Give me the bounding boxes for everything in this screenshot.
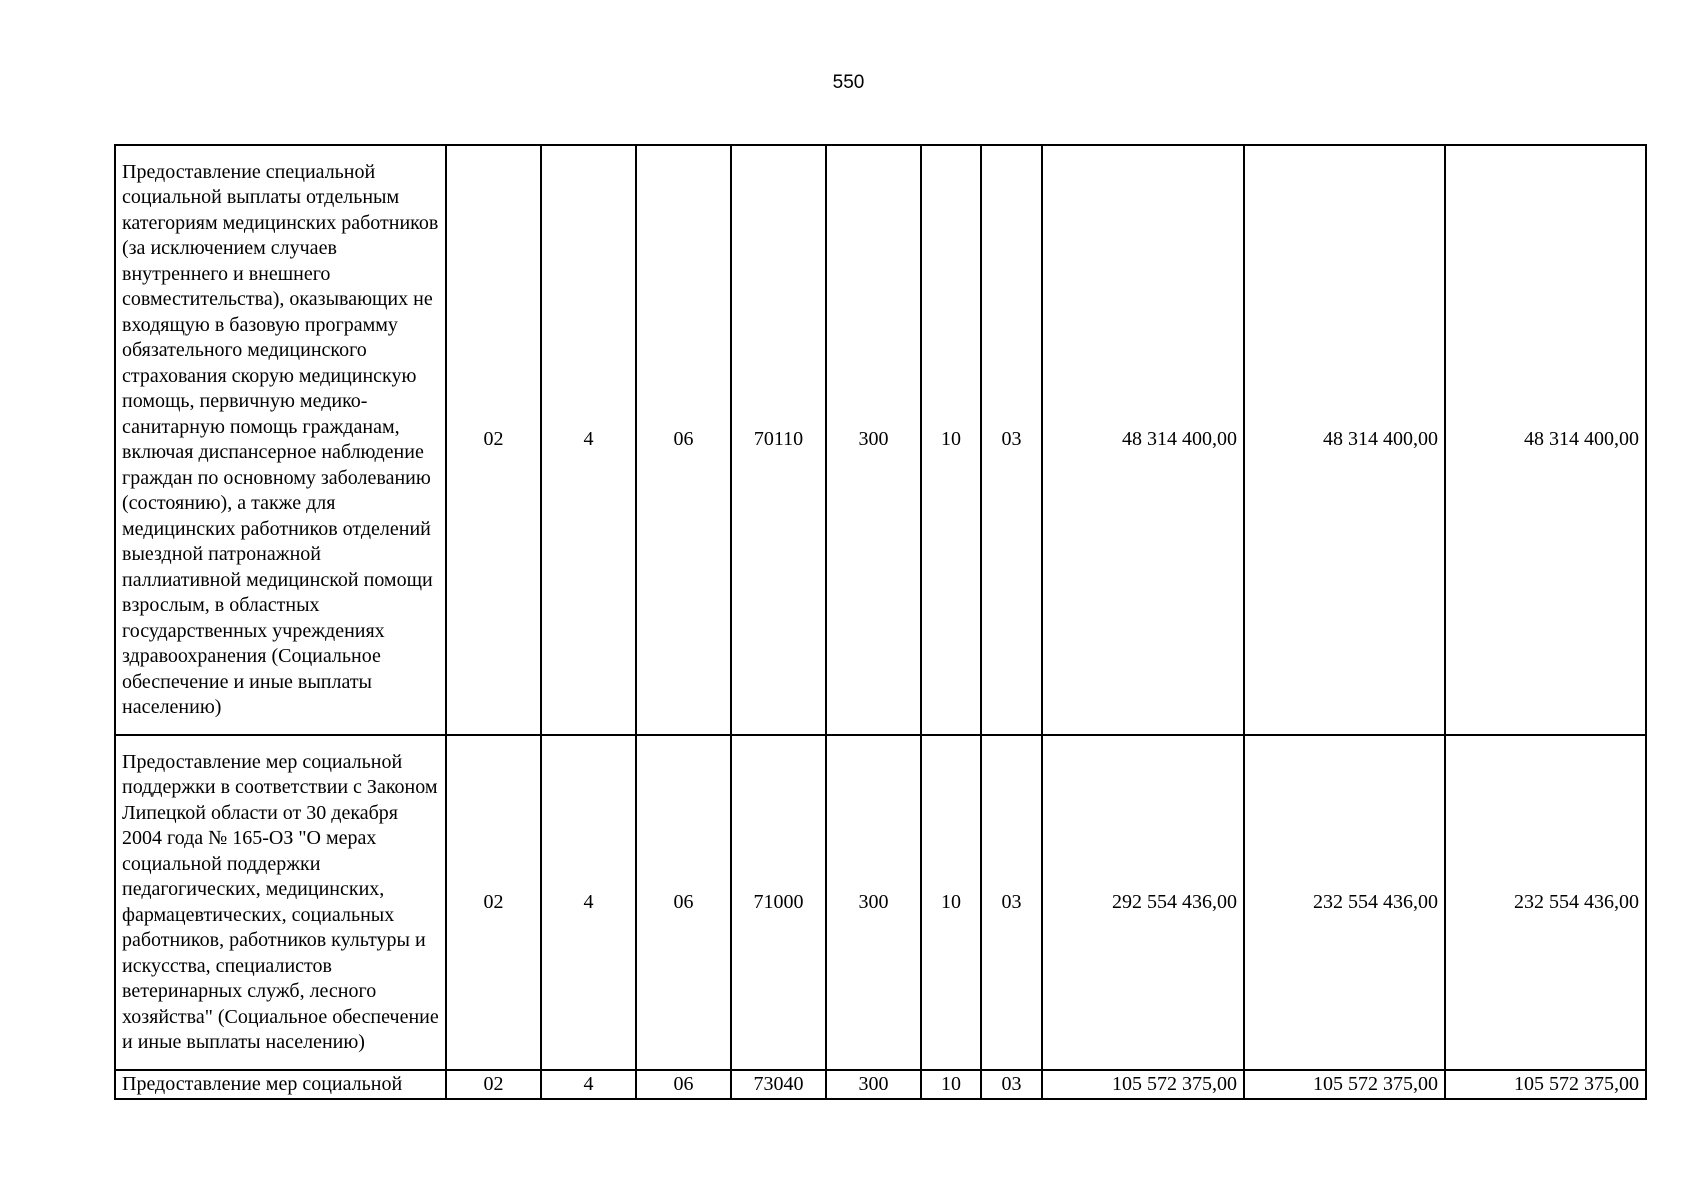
code-expense-type: 300 [826,735,921,1070]
code-type: 4 [541,145,636,735]
code-program: 02 [446,1070,541,1099]
code-subsection: 03 [981,1070,1042,1099]
amount-year-2: 105 572 375,00 [1244,1070,1445,1099]
code-section: 10 [921,1070,981,1099]
code-expense-type: 300 [826,145,921,735]
amount-year-3: 48 314 400,00 [1445,145,1646,735]
row-description: Предоставление специальной социальной выплаты отдельным категориям медицинских работников (за исключением случаев внутреннего и внешнего совместительства), оказывающих не входящую в базовую программу обязательного медицинского страхования скорую медицинскую помощь, первичную медико-санитарную помощь гражданам, включая диспансерное наблюдение граждан по основному заболеванию (состоянию), а также для медицинских работников отделений выездной патронажной паллиативной медицинской помощи взрослым, в областных государственных учреждениях здравоохранения (Социальное обеспечение и иные выплаты населению) [115,145,446,735]
code-type: 4 [541,735,636,1070]
amount-year-3: 232 554 436,00 [1445,735,1646,1070]
code-direction: 70110 [731,145,826,735]
row-description: Предоставление мер социальной поддержки в соответствии с Законом Липецкой области от 30 декабря 2004 года № 165-ОЗ "О мерах социальной поддержки педагогических, медицинских, фармацевтических, социальных работников, работников культуры и искусства, специалистов ветеринарных служб, лесного хозяйства" (Социальное обеспечение и иные выплаты населению) [115,735,446,1070]
code-subprogram: 06 [636,1070,731,1099]
code-subprogram: 06 [636,735,731,1070]
budget-table [114,144,1647,1100]
code-direction: 71000 [731,735,826,1070]
amount-year-1: 48 314 400,00 [1042,145,1244,735]
code-section: 10 [921,145,981,735]
code-expense-type: 300 [826,1070,921,1099]
amount-year-2: 48 314 400,00 [1244,145,1445,735]
code-program: 02 [446,735,541,1070]
code-subsection: 03 [981,735,1042,1070]
page-number: 550 [832,72,865,93]
table-row [115,735,1646,1070]
code-section: 10 [921,735,981,1070]
amount-year-3: 105 572 375,00 [1445,1070,1646,1099]
table-row [115,145,1646,735]
amount-year-1: 105 572 375,00 [1042,1070,1244,1099]
amount-year-2: 232 554 436,00 [1244,735,1445,1070]
amount-year-1: 292 554 436,00 [1042,735,1244,1070]
code-program: 02 [446,145,541,735]
code-subprogram: 06 [636,145,731,735]
table-row [115,1070,1646,1099]
code-type: 4 [541,1070,636,1099]
code-subsection: 03 [981,145,1042,735]
code-direction: 73040 [731,1070,826,1099]
row-description: Предоставление мер социальной [115,1070,446,1099]
